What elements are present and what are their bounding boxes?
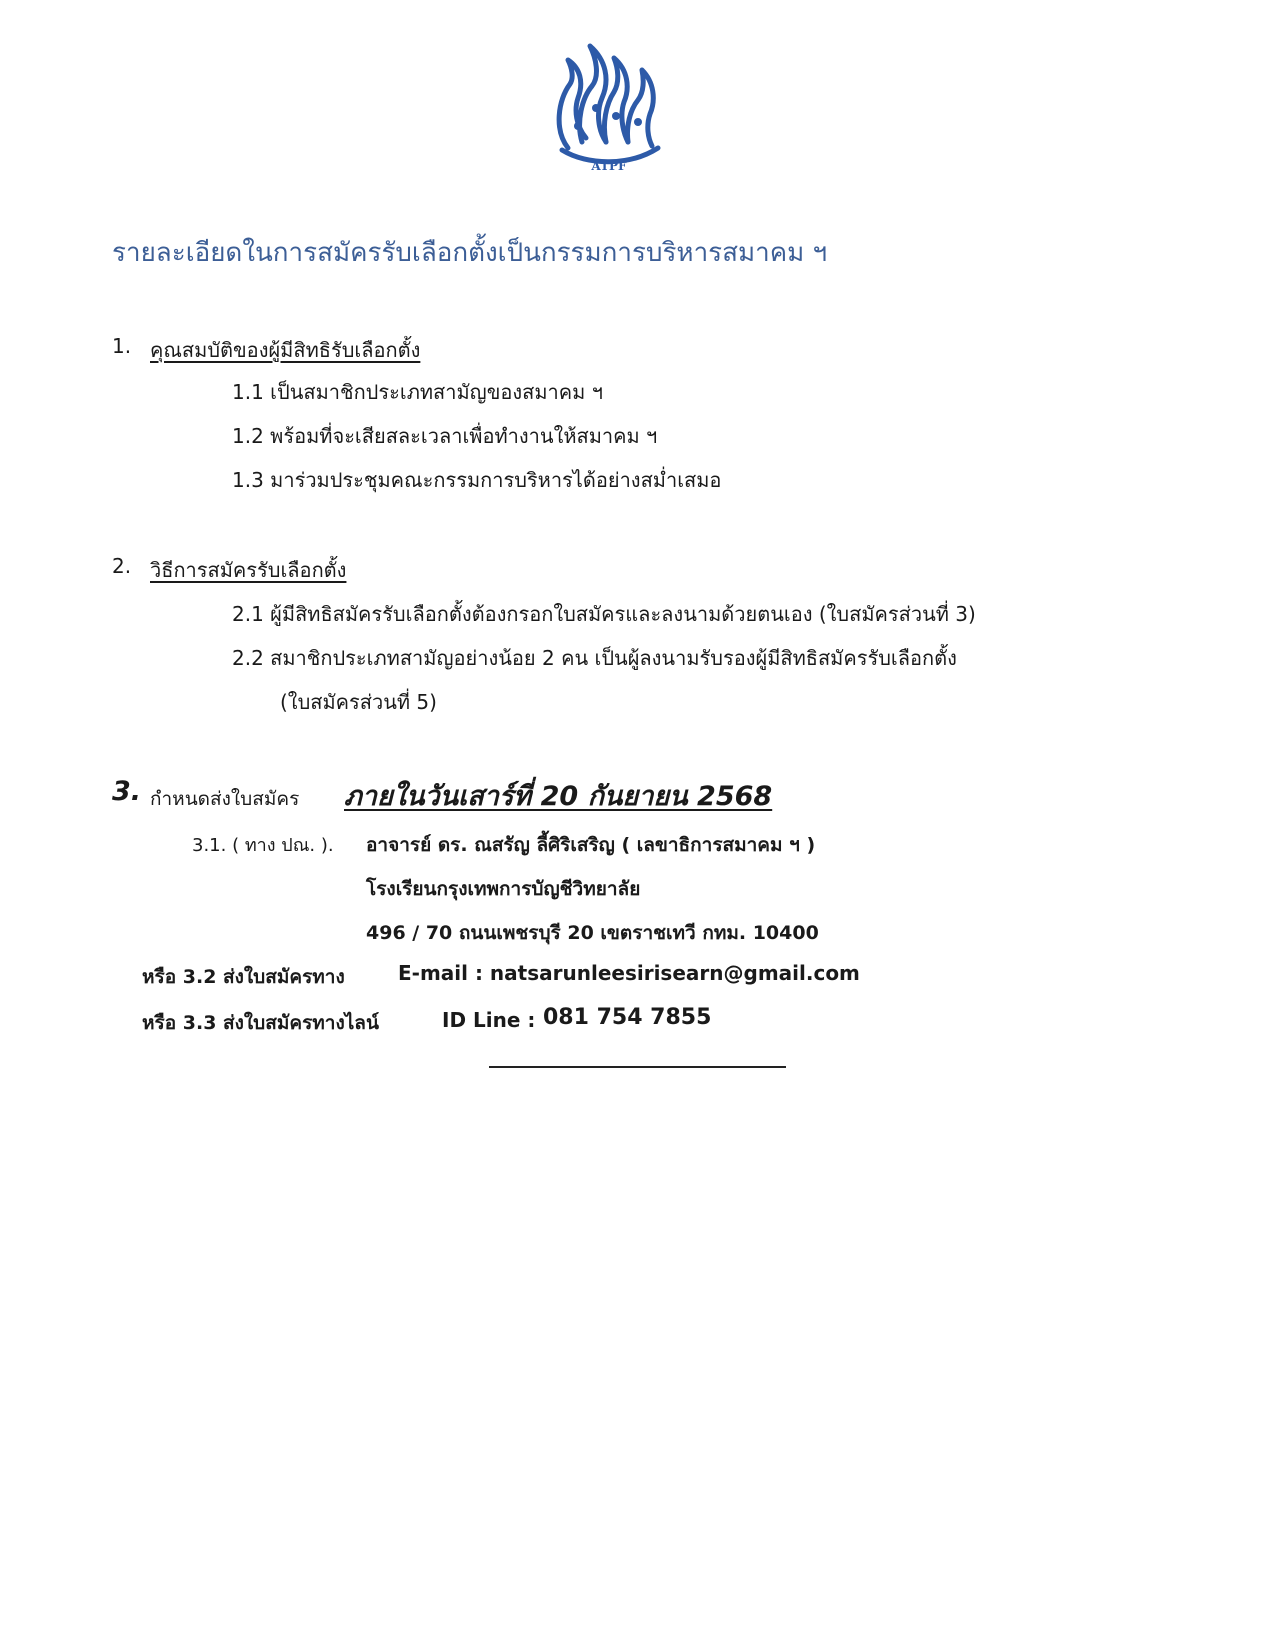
- logo-flame-icon: [548, 38, 670, 174]
- section-2-item-continuation: (ใบสมัครส่วนที่ 5): [280, 690, 437, 714]
- section-1-item: 1.1 เป็นสมาชิกประเภทสามัญของสมาคม ฯ: [232, 380, 603, 404]
- postal-submission-prefix: 3.1. ( ทาง ปณ. ).: [192, 835, 334, 856]
- section-2-heading: วิธีการสมัครรับเลือกตั้ง: [150, 558, 347, 582]
- section-1-heading: คุณสมบัติของผู้มีสิทธิรับเลือกตั้ง: [150, 338, 421, 362]
- section-3-number: 3.: [112, 776, 142, 807]
- section-2-item: 2.2 สมาชิกประเภทสามัญอย่างน้อย 2 คน เป็นผู้ลงนามรับรองผู้มีสิทธิสมัครรับเลือกตั้ง: [232, 646, 957, 670]
- atpf-logo: [548, 38, 670, 174]
- document-title: รายละเอียดในการสมัครรับเลือกตั้งเป็นกรรมการบริหารสมาคม ฯ: [112, 238, 828, 268]
- deadline-date: ภายในวันเสาร์ที่ 20 กันยายน 2568: [344, 781, 773, 812]
- email-submission-prefix: หรือ 3.2 ส่งใบสมัครทาง: [142, 966, 345, 988]
- email-address: E-mail : natsarunleesirisearn@gmail.com: [398, 961, 860, 985]
- deadline-label: กำหนดส่งใบสมัคร: [150, 788, 300, 810]
- line-id-value: 081 754 7855: [543, 1005, 712, 1030]
- line-id-label: ID Line :: [442, 1008, 536, 1032]
- section-1-item: 1.3 มาร่วมประชุมคณะกรรมการบริหารได้อย่างสม่ำเสมอ: [232, 468, 722, 492]
- section-2-item: 2.1 ผู้มีสิทธิสมัครรับเลือกตั้งต้องกรอกใบสมัครและลงนามด้วยตนเอง (ใบสมัครส่วนที่ 3): [232, 602, 976, 626]
- line-submission-prefix: หรือ 3.3 ส่งใบสมัครทางไลน์: [142, 1012, 379, 1034]
- section-2-number: 2.: [112, 554, 132, 578]
- postal-school: โรงเรียนกรุงเทพการบัญชีวิทยาลัย: [366, 878, 641, 900]
- postal-recipient: อาจารย์ ดร. ณสรัญ ลี้ศิริเสริญ ( เลขาธิการสมาคม ฯ ): [366, 834, 816, 856]
- section-1-item: 1.2 พร้อมที่จะเสียสละเวลาเพื่อทำงานให้สมาคม ฯ: [232, 424, 658, 448]
- postal-address: 496 / 70 ถนนเพชรบุรี 20 เขตราชเทวี กทม. 10400: [366, 922, 819, 944]
- section-1-number: 1.: [112, 334, 132, 358]
- end-divider: [489, 1066, 786, 1068]
- logo-caption: ATPF: [591, 159, 627, 173]
